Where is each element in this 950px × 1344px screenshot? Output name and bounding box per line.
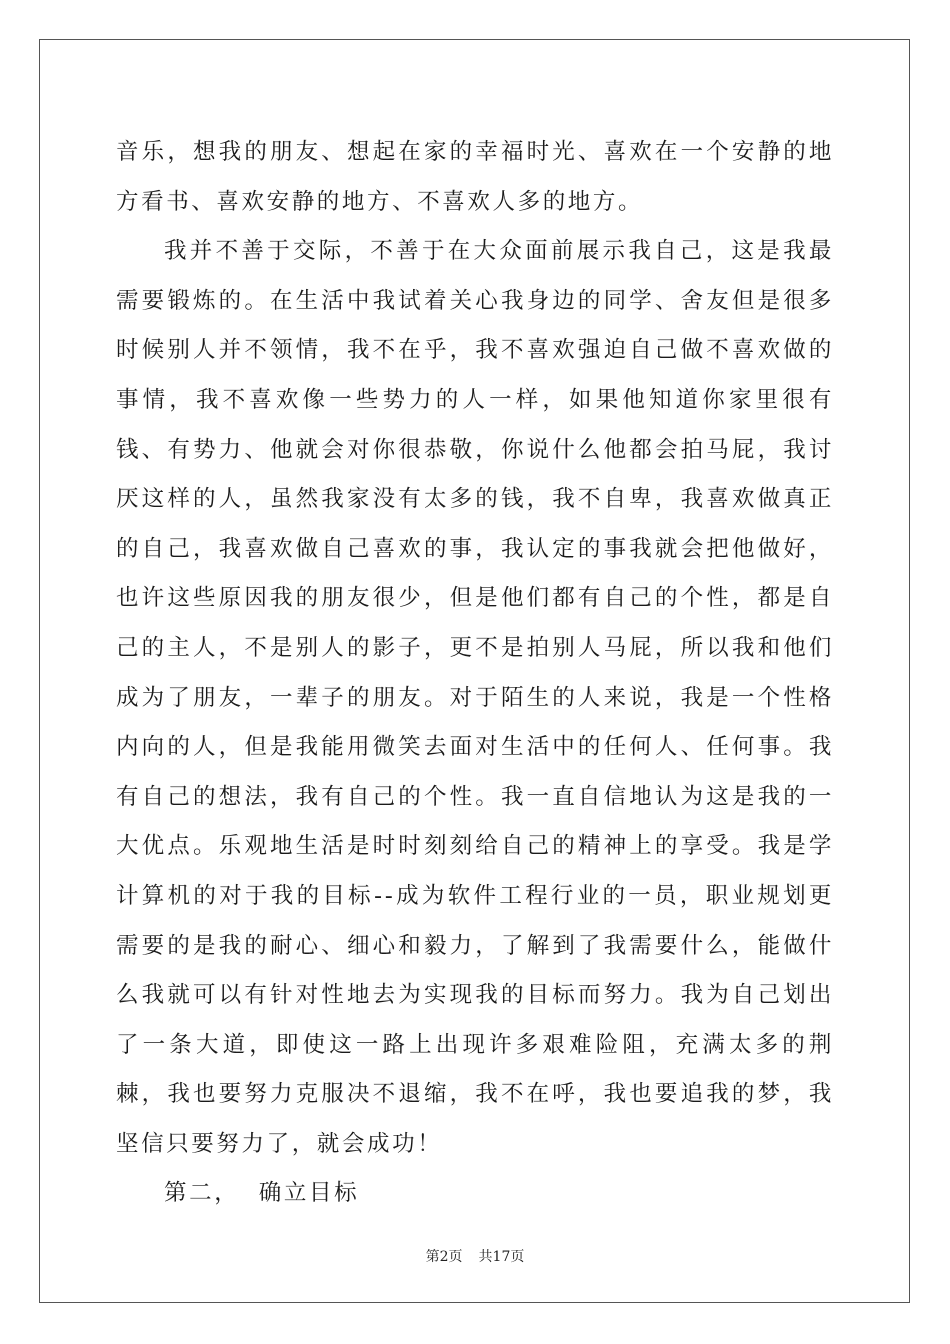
- page-total: 共17页: [478, 1249, 525, 1265]
- document-body: [116, 128, 834, 1219]
- page-footer: [0, 1246, 950, 1266]
- paragraph-2: 我并不善于交际，不善于在大众面前展示我自己，这是我最需要锻炼的。在生活中我试着关心我身边的同学、舍友但是很多时候别人并不领情，我不在乎，我不喜欢强迫自己做不喜欢做的事情，我不喜欢像一些势力的人一样，如果他知道你家里很有钱、有势力、他就会对你很恭敬，你说什么他都会拍马屁，我讨厌这样的人，虽然我家没有太多的钱，我不自卑，我喜欢做真正的自己，我喜欢做自己喜欢的事，我认定的事我就会把他做好，也许这些原因我的朋友很少，但是他们都有自己的个性，都是自己的主人，不是别人的影子，更不是拍别人马屁，所以我和他们成为了朋友，一辈子的朋友。对于陌生的人来说，我是一个性格内向的人，但是我能用微笑去面对生活中的任何人、任何事。我有自己的想法，我有自己的个性。我一直自信地认为这是我的一大优点。乐观地生活是时时刻刻给自己的精神上的享受。我是学计算机的对于我的目标--成为软件工程行业的一员，职业规划更需要的是我的耐心、细心和毅力，了解到了我需要什么，能做什么我就可以有针对性地去为实现我的目标而努力。我为自己划出了一条大道，即使这一路上出现许多艰难险阻，充满太多的荆棘，我也要努力克服决不退缩，我不在呼，我也要追我的梦，我坚信只要努力了，就会成功！: [116, 238, 834, 1157]
- paragraph-1: 音乐，想我的朋友、想起在家的幸福时光、喜欢在一个安静的地方看书、喜欢安静的地方、不喜欢人多的地方。: [116, 139, 834, 215]
- section-heading: 第二， 确立目标: [164, 1180, 360, 1207]
- page-number: 第2页: [425, 1249, 463, 1265]
